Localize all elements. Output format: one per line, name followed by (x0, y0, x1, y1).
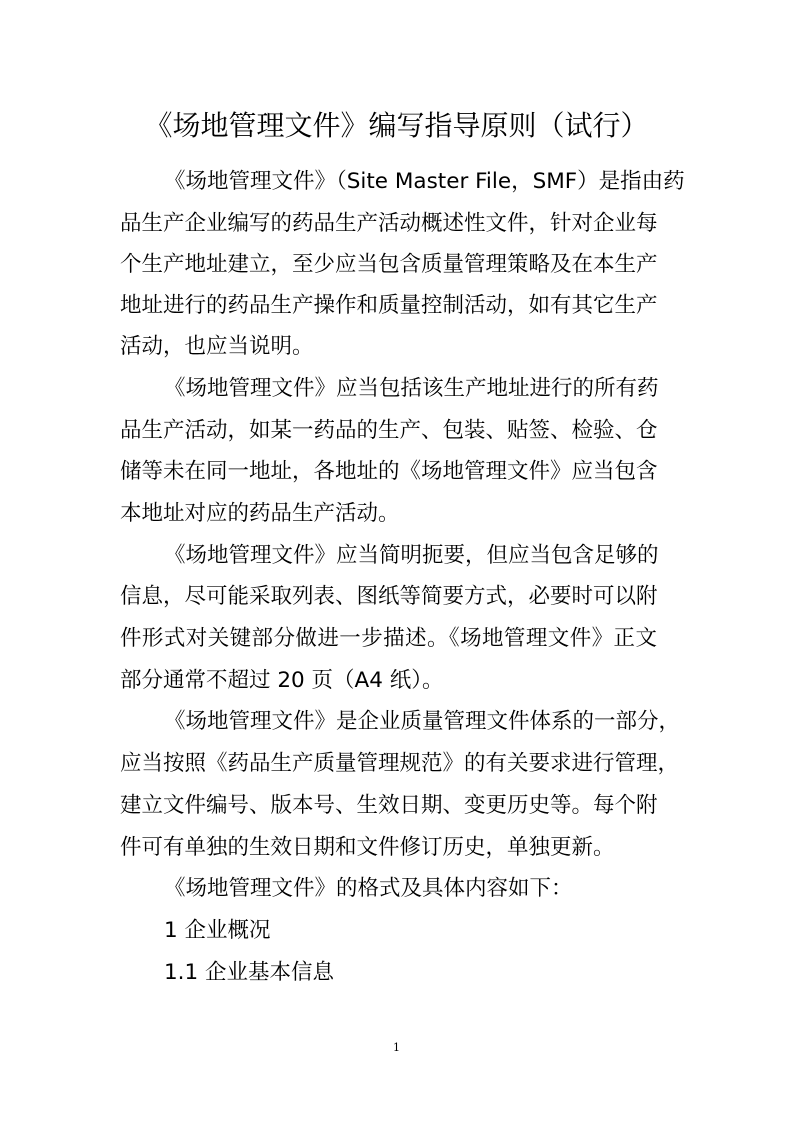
paragraph-line: 地址进行的药品生产操作和质量控制活动，如有其它生产 (120, 293, 658, 318)
page-number: 1 (393, 1041, 400, 1054)
paragraph-line: 品生产活动，如某一药品的生产、包装、贴签、检验、仓 (120, 418, 658, 443)
section-heading: 1 企业概况 (164, 918, 271, 943)
paragraph-line: 《场地管理文件》（Site Master File，SMF）是指由药 (164, 169, 685, 194)
paragraph-line: 《场地管理文件》应当简明扼要，但应当包含足够的 (164, 543, 659, 568)
paragraph-line: 件可有单独的生效日期和文件修订历史，单独更新。 (120, 835, 615, 860)
paragraph-line: 部分通常不超过 20 页（A4 纸）。 (120, 668, 444, 693)
paragraph-line: 件形式对关键部分做进一步描述。《场地管理文件》正文 (120, 626, 657, 651)
document-title: 《场地管理文件》编写指导原则（试行） (144, 109, 649, 142)
paragraph-line: 储等未在同一地址，各地址的《场地管理文件》应当包含 (120, 459, 658, 484)
paragraph-line: 个生产地址建立，至少应当包含质量管理策略及在本生产 (120, 252, 658, 277)
paragraph-line: 活动，也应当说明。 (120, 334, 314, 359)
paragraph-line: 《场地管理文件》的格式及具体内容如下： (164, 876, 573, 901)
paragraph-line: 《场地管理文件》应当包括该生产地址进行的所有药 (164, 376, 659, 401)
paragraph-line: 《场地管理文件》是企业质量管理文件体系的一部分， (164, 709, 681, 734)
paragraph-line: 信息，尽可能采取列表、图纸等简要方式，必要时可以附 (120, 584, 658, 609)
subsection-heading: 1.1 企业基本信息 (164, 960, 335, 985)
paragraph-line: 应当按照《药品生产质量管理规范》的有关要求进行管理， (120, 751, 680, 776)
paragraph-line: 本地址对应的药品生产活动。 (120, 501, 400, 526)
paragraph-line: 建立文件编号、版本号、生效日期、变更历史等。每个附 (120, 793, 658, 818)
paragraph-line: 品生产企业编写的药品生产活动概述性文件，针对企业每 (120, 211, 658, 236)
